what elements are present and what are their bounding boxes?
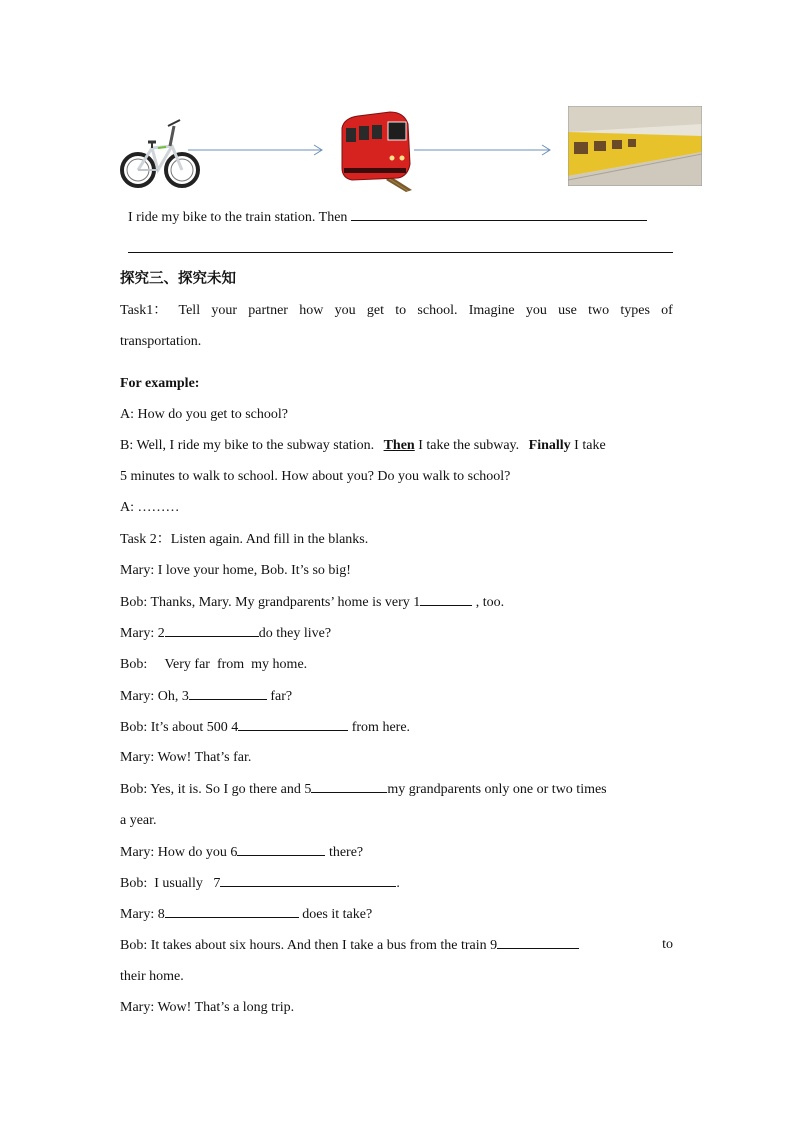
transport-image-row <box>118 100 708 195</box>
dialogue-line-6 <box>120 718 675 737</box>
dialogue-line-15: Mary: Wow! That’s a long trip. <box>120 1000 295 1015</box>
blank-1[interactable] <box>420 593 472 606</box>
dialogue-line-2 <box>120 593 675 612</box>
task1-word: partner <box>248 303 288 318</box>
dialogue-line-13 <box>120 936 673 955</box>
task1-word: get <box>366 303 384 318</box>
example-finally-word: Finally <box>528 438 571 453</box>
task1-word: school. <box>417 303 458 318</box>
task1-word: use <box>558 303 577 318</box>
task1-line-1 <box>120 302 673 320</box>
blank-5[interactable] <box>311 780 387 793</box>
dialogue-text: Bob: It takes about six hours. And then I take a bus from the train 9 <box>120 938 498 953</box>
example-label: For example: <box>120 376 200 391</box>
answer-line[interactable] <box>128 240 676 259</box>
example-b1-start: B: Well, I ride my bike to the subway station. <box>120 438 375 453</box>
task1-word: of <box>661 303 673 318</box>
dialogue-line-14: their home. <box>120 969 184 984</box>
dialogue-text: there? <box>325 845 364 860</box>
task1-word: Task1： <box>120 303 168 318</box>
task1-word: how <box>299 303 324 318</box>
dialogue-text: far? <box>266 689 293 704</box>
dialogue-line-1: Mary: I love your home, Bob. It’s so big! <box>120 563 351 578</box>
dialogue-text: Mary: Oh, 3 <box>120 689 189 704</box>
example-b1-end: I take <box>570 438 606 453</box>
task1-word: you <box>525 303 547 318</box>
blank-7[interactable] <box>220 874 396 887</box>
dialogue-text: , too. <box>472 595 505 610</box>
subway-station-image <box>568 106 702 186</box>
example-b1 <box>120 437 675 455</box>
answer-blank[interactable] <box>128 240 673 253</box>
dialogue-text: . <box>396 876 400 891</box>
task2-title: Task 2：Listen again. And fill in the blanks. <box>120 532 369 547</box>
dialogue-line-11 <box>120 874 675 893</box>
blank-8[interactable] <box>165 905 299 918</box>
dialogue-text: Bob: It’s about 500 4 <box>120 720 239 735</box>
task1-word: Tell <box>178 303 201 318</box>
dialogue-line-4: Bob: Very far from my home. <box>120 657 308 672</box>
example-b2: 5 minutes to walk to school. How about you? Do you walk to school? <box>120 469 511 484</box>
blank-6[interactable] <box>237 843 325 856</box>
example-a1: A: How do you get to school? <box>120 407 288 422</box>
task1-word: your <box>211 303 238 318</box>
dialogue-text: does it take? <box>298 907 373 922</box>
dialogue-text: my grandparents only one or two times <box>387 782 607 797</box>
dialogue-line-3 <box>120 624 675 643</box>
dialogue-line-5 <box>120 687 675 706</box>
blank-3[interactable] <box>189 687 267 700</box>
dialogue-line-9: a year. <box>120 813 157 828</box>
task1-word: two <box>588 303 610 318</box>
section-title: 探究三、探究未知 <box>120 271 236 287</box>
dialogue-line-7: Mary: Wow! That’s far. <box>120 750 252 765</box>
dialogue-text: Mary: 2 <box>120 626 165 641</box>
example-b1-middle: I take the subway. <box>414 438 520 453</box>
blank-4[interactable] <box>238 718 348 731</box>
blank-9[interactable] <box>497 936 579 949</box>
example-a2: A: ……… <box>120 500 180 515</box>
arrow-right-icon <box>414 140 554 160</box>
task1-word: types <box>620 303 650 318</box>
dialogue-text: to <box>662 937 673 952</box>
intro-text: I ride my bike to the train station. Then <box>128 210 348 225</box>
dialogue-text: from here. <box>348 720 411 735</box>
task1-word: you <box>334 303 356 318</box>
example-then-word: Then <box>383 438 415 453</box>
dialogue-line-8 <box>120 780 675 799</box>
blank-2[interactable] <box>165 624 259 637</box>
dialogue-line-10 <box>120 843 675 862</box>
dialogue-text: Bob: Thanks, Mary. My grandparents’ home is very 1 <box>120 595 421 610</box>
answer-blank[interactable] <box>351 208 647 221</box>
intro-line <box>128 208 676 227</box>
dialogue-line-12 <box>120 905 675 924</box>
task1-word: Imagine <box>468 303 515 318</box>
task1-word: to <box>395 303 407 318</box>
task1-line-2: transportation. <box>120 334 202 349</box>
arrow-right-icon <box>188 140 326 160</box>
dialogue-text: Mary: 8 <box>120 907 165 922</box>
dialogue-text: Mary: How do you 6 <box>120 845 238 860</box>
dialogue-text: do they live? <box>258 626 332 641</box>
red-train-image <box>338 106 414 192</box>
dialogue-text: Bob: Yes, it is. So I go there and 5 <box>120 782 312 797</box>
dialogue-text: Bob: I usually 7 <box>120 876 221 891</box>
